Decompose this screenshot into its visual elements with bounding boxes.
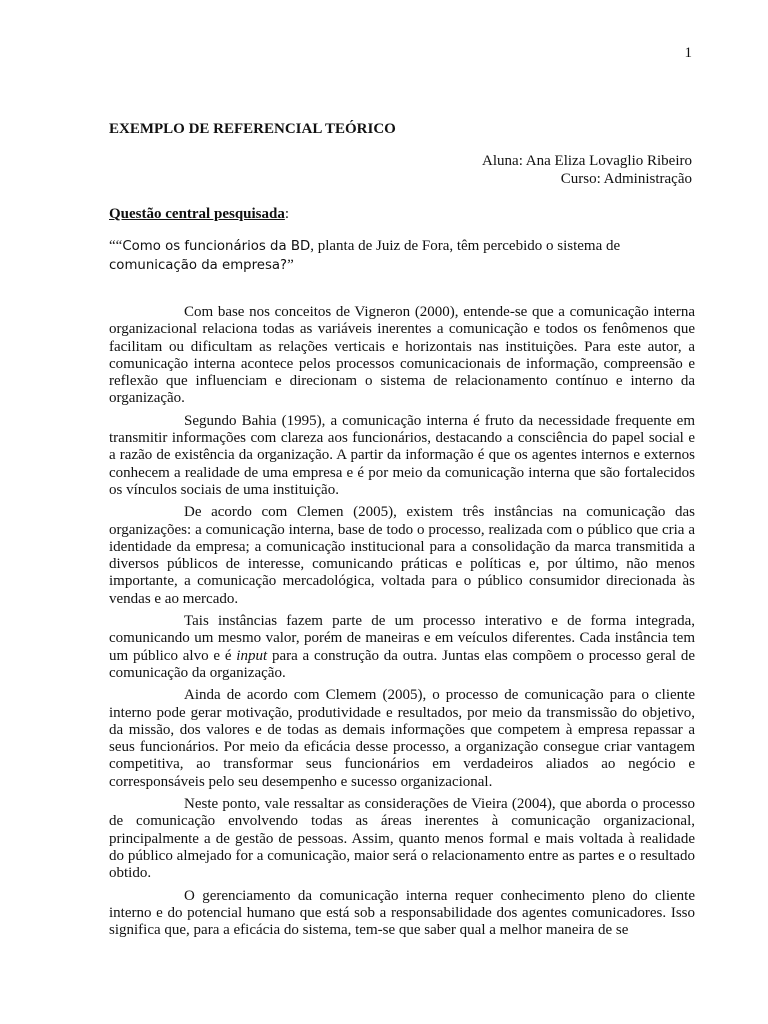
question-colon: : (284, 206, 290, 222)
page-number: 1 (684, 45, 692, 61)
student-name: Aluna: Ana Eliza Lovaglio Ribeiro (482, 153, 692, 169)
question-text-serif: , planta de Juiz de Fora, têm percebido o sistema de (310, 238, 621, 254)
paragraph-clemen-instances: De acordo com Clemen (2005), existem três instâncias na comunicação das organizações: a comunicação interna, base de todo o processo, realizada com o público que cria a identidade da empresa; a comunicação institucional para a consolidação da marca transmitida a diversos públicos de interesse, comunicando práticas e políticas e, por último, não menos importante, a comunicação mercadológica, voltada para o público consumidor direcionada às vendas e ao mercado. (109, 504, 695, 607)
paragraph-vigneron: Com base nos conceitos de Vigneron (2000), entende-se que a comunicação interna organizacional relaciona todas as variáveis inerentes a comunicação e todos os fenômenos que facilitam ou dificultam as relações verticais e horizontais nas instituições. Para este autor, a comunicação interna acontece pelos processos comunicacionais de informação, compreensão e reflexão que influenciam e direcionam o sistema de relacionamento contínuo e interno da organização. (109, 304, 695, 407)
paragraph-text-after-italic: para a construção da outra. Juntas elas compõem o processo geral de comunicação da organização. (109, 647, 695, 681)
body-text (109, 304, 695, 944)
question-close-quote: ” (287, 257, 294, 273)
paragraph-integrated-process (109, 613, 695, 682)
paragraph-clemem-process: Ainda de acordo com Clemem (2005), o processo de comunicação para o cliente interno pode gerar motivação, produtividade e resultados, por meio da transmissão do objetivo, da missão, dos valores e de todas as demais informações que competem à empresa repassar a seus funcionários. Por meio da eficácia desse processo, a organização consegue criar vantagem competitiva, ao transformar seus funcionários em verdadeiros aliados ao negócio e corresponsáveis pelo seu desempenho e sucesso organizacional. (109, 687, 695, 790)
question-label: Questão central pesquisada (109, 206, 285, 222)
author-block (482, 152, 692, 188)
course-name: Curso: Administração (560, 171, 692, 187)
paragraph-text-before-italic: Tais instâncias fazem parte de um processo interativo e de forma integrada, comunicando um mesmo valor, porém de maneiras e em veículos diferentes. Cada instância tem um público alvo e é (109, 613, 695, 664)
document-title: EXEMPLO DE REFERENCIAL TEÓRICO (109, 121, 396, 137)
paragraph-vieira: Neste ponto, vale ressaltar as considerações de Vieira (2004), que aborda o processo de comunicação envolvendo todas as áreas inerentes à comunicação organizacional, principalmente a de gestão de pessoas. Assim, quanto menos formal e mais voltada à realidade do público almejado for a comunicação, maior será o relacionamento entre as partes e o resultado obtido. (109, 796, 695, 882)
research-question (109, 237, 692, 275)
paragraph-bahia: Segundo Bahia (1995), a comunicação interna é fruto da necessidade frequente em transmitir informações com clareza aos funcionários, destacando a consciência do papel social e a razão de existência da organização. A partir da informação é que os agentes internos e externos conhecem a realidade de uma empresa e é por meio da comunicação interna que são fortalecidos os vínculos sociais de uma instituição. (109, 412, 695, 498)
question-heading (109, 205, 289, 223)
paragraph-management: O gerenciamento da comunicação interna requer conhecimento pleno do cliente interno e do potencial humano que está sob a responsabilidade dos agentes comunicadores. Isso significa que, para a eficácia do sistema, tem-se que saber qual a melhor maneira de se (109, 887, 695, 939)
question-text-line2: comunicação da empresa? (109, 258, 288, 273)
question-open-quote: ““ (109, 238, 123, 254)
italic-term-input: input (236, 647, 268, 664)
question-text-sans: Como os funcionários da BD (122, 239, 311, 254)
